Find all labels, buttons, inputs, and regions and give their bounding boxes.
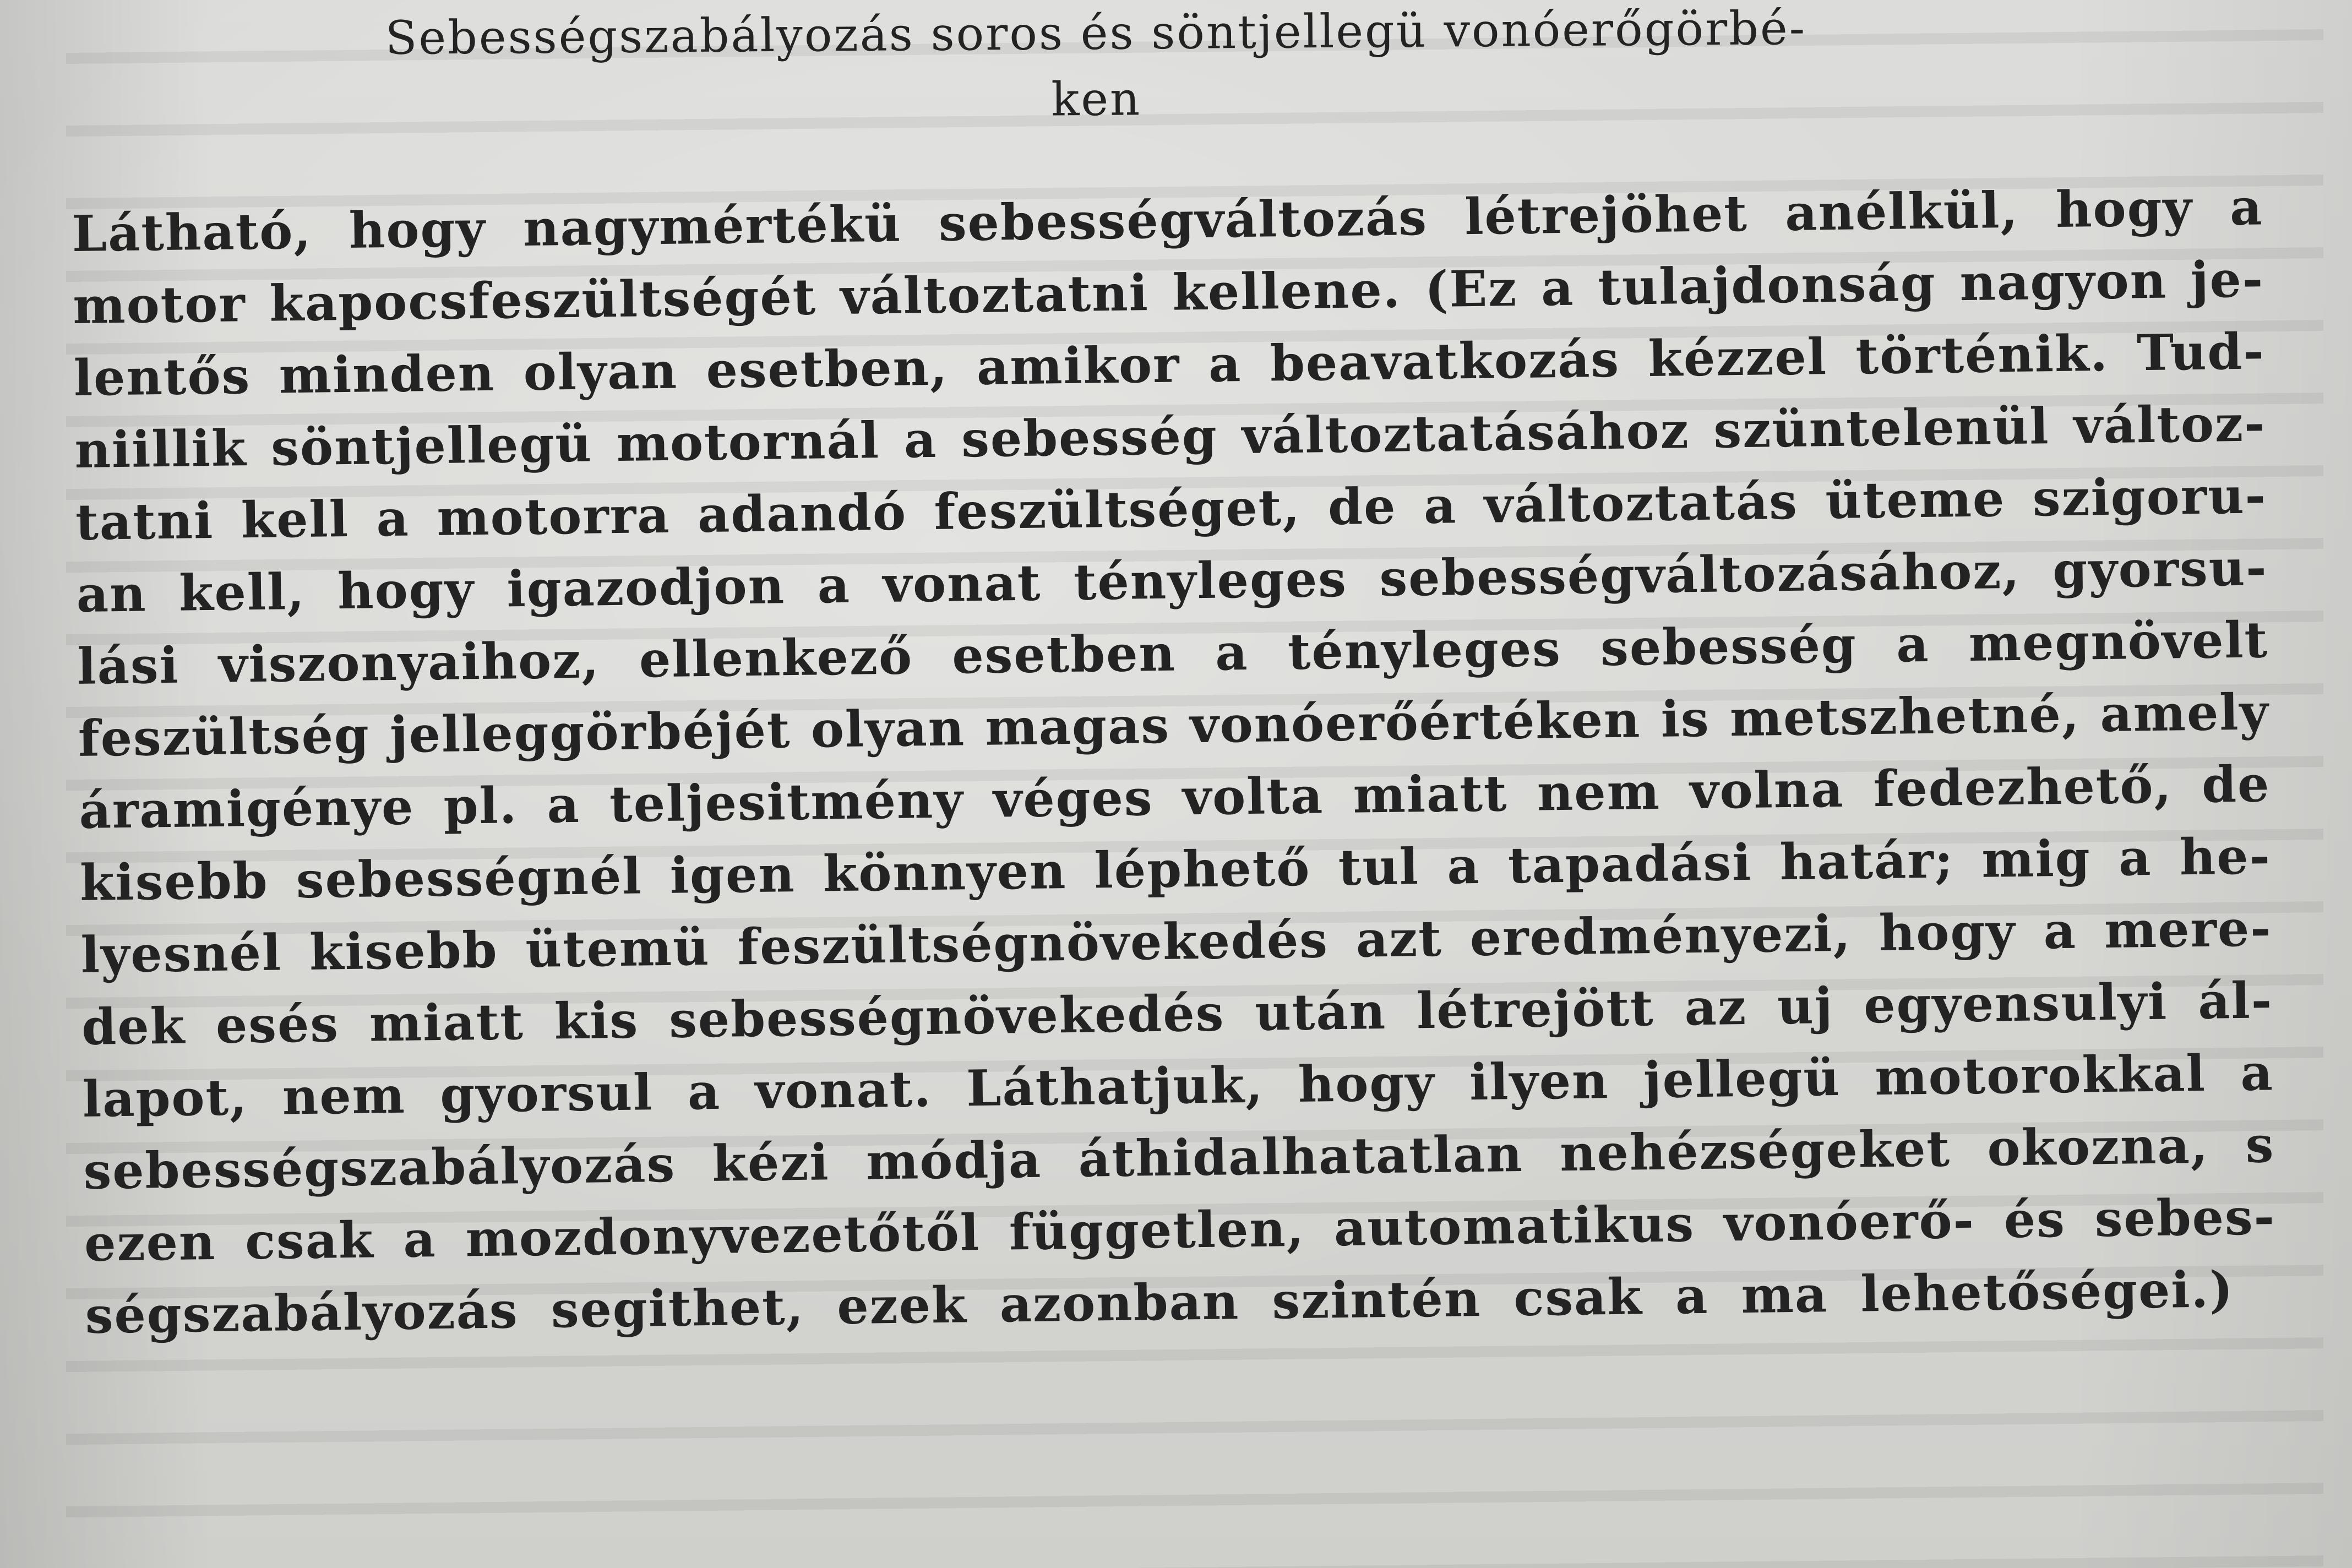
- paragraph-line: ségszabályozás segithet, ezek azonban szintén csak a ma lehetőségei.): [85, 1260, 2235, 1345]
- paragraph-line: an kell, hogy igazodjon a vonat tényleges sebességváltozásához, gyorsu-: [76, 538, 2268, 624]
- paragraph-line: motor kapocsfeszültségét változtatni kellene. (Ez a tulajdonság nagyon je-: [72, 250, 2264, 335]
- paragraph-line: áramigénye pl. a teljesitmény véges volta miatt nem volna fedezhető, de: [78, 755, 2271, 840]
- paragraph-line: Látható, hogy nagymértékü sebességváltozás létrejöhet anélkül, hogy a: [72, 178, 2264, 263]
- paragraph-line: kisebb sebességnél igen könnyen léphető tul a tapadási határ; mig a he-: [79, 827, 2272, 912]
- paragraph-line: lapot, nem gyorsul a vonat. Láthatjuk, hogy ilyen jellegü motorokkal a: [82, 1043, 2274, 1129]
- paragraph-line: sebességszabályozás kézi módja áthidalhatatlan nehézségeket okozna, s: [83, 1115, 2275, 1201]
- paragraph-line: niillik söntjellegü motornál a sebesség változtatásához szüntelenül változ-: [74, 394, 2266, 480]
- paragraph-line: ezen csak a mozdonyvezetőtől független, automatikus vonóerő- és sebes-: [84, 1188, 2276, 1273]
- section-heading: [297, 0, 1895, 138]
- paragraph-line: tatni kell a motorra adandó feszültséget, de a változtatás üteme szigoru-: [75, 466, 2267, 552]
- paragraph-line: dek esés miatt kis sebességnövekedés után létrejött az uj egyensulyi ál-: [81, 971, 2273, 1057]
- paragraph-line: feszültség jelleggörbéjét olyan magas vonóerőértéken is metszhetné, amely: [78, 683, 2270, 768]
- heading-line-2: ken: [1051, 72, 1142, 127]
- paragraph-line: lentős minden olyan esetben, amikor a beavatkozás kézzel történik. Tud-: [73, 322, 2266, 407]
- paragraph-line: lási viszonyaihoz, ellenkező esetben a tényleges sebesség a megnövelt: [77, 611, 2269, 696]
- paragraph-line: lyesnél kisebb ütemü feszültségnövekedés azt eredményezi, hogy a mere-: [80, 899, 2273, 984]
- heading-line-1: Sebességszabályozás soros és söntjellegü vonóerőgörbé-: [385, 1, 1807, 65]
- body-paragraph: [72, 171, 2277, 1352]
